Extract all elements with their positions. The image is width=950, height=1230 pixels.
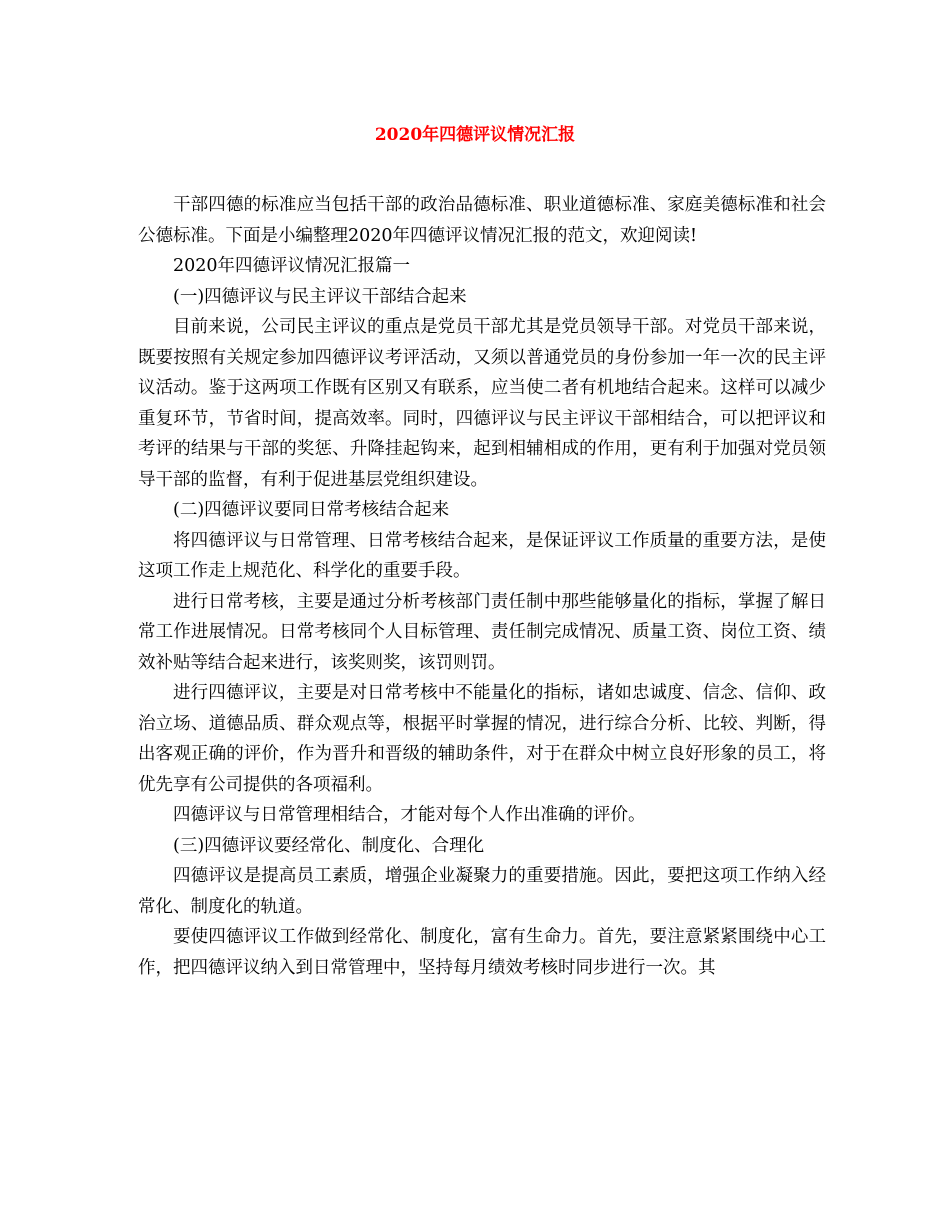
paragraph-section-1-body: 目前来说，公司民主评议的重点是党员干部尤其是党员领导干部。对党员干部来说，既要按照有关规定参加四德评议考评活动，又须以普通党员的身份参加一年一次的民主评议活动。鉴于这两项工作既有区别又有联系，应当使二者有机地结合起来。这样可以减少重复环节，节省时间，提高效率。同时，四德评议与民主评议干部相结合，可以把评议和考评的结果与干部的奖惩、升降挂起钩来，起到相辅相成的作用，更有利于加强对党员领导干部的监督，有利于促进基层党组织建设。 [138,317,826,490]
paragraph-section-3-heading: (三)四德评议要经常化、制度化、合理化 [173,835,485,856]
document-title: 2020年四德评议情况汇报 [374,125,576,145]
paragraph-section-2-body-3: 进行四德评议，主要是对日常考核中不能量化的指标，诸如忠诚度、信念、信仰、政治立场、道德品质、群众观点等，根据平时掌握的情况，进行综合分析、比较、判断，得出客观正确的评价，作为晋升和晋级的辅助条件，对于在群众中树立良好形象的员工，将优先享有公司提供的各项福利。 [138,683,826,795]
paragraph-section-2-heading: (二)四德评议要同日常考核结合起来 [173,500,450,520]
paragraph-intro: 干部四德的标准应当包括干部的政治品德标准、职业道德标准、家庭美德标准和社会公德标准。下面是小编整理2020年四德评议情况汇报的范文，欢迎阅读! [138,195,826,246]
paragraph-section-3-body-1: 四德评议是提高员工素质，增强企业凝聚力的重要措施。因此，要把这项工作纳入经常化、制度化的轨道。 [138,866,826,917]
paragraph-section-2-body-1: 将四德评议与日常管理、日常考核结合起来，是保证评议工作质量的重要方法，是使这项工作走上规范化、科学化的重要手段。 [138,530,826,581]
paragraph-section-2-body-4: 四德评议与日常管理相结合，才能对每个人作出准确的评价。 [173,805,646,825]
paragraph-article-heading: 2020年四德评议情况汇报篇一 [173,256,411,276]
paragraph-section-3-body-2: 要使四德评议工作做到经常化、制度化，富有生命力。首先，要注意紧紧围绕中心工作，把四德评议纳入到日常管理中，坚持每月绩效考核时同步进行一次。其 [138,927,826,978]
document-body [138,190,826,983]
paragraph-section-2-body-2: 进行日常考核，主要是通过分析考核部门责任制中那些能够量化的指标，掌握了解日常工作进展情况。日常考核同个人目标管理、责任制完成情况、质量工资、岗位工资、绩效补贴等结合起来进行，该奖则奖，该罚则罚。 [138,591,826,673]
paragraph-section-1-heading: (一)四德评议与民主评议干部结合起来 [173,286,467,307]
